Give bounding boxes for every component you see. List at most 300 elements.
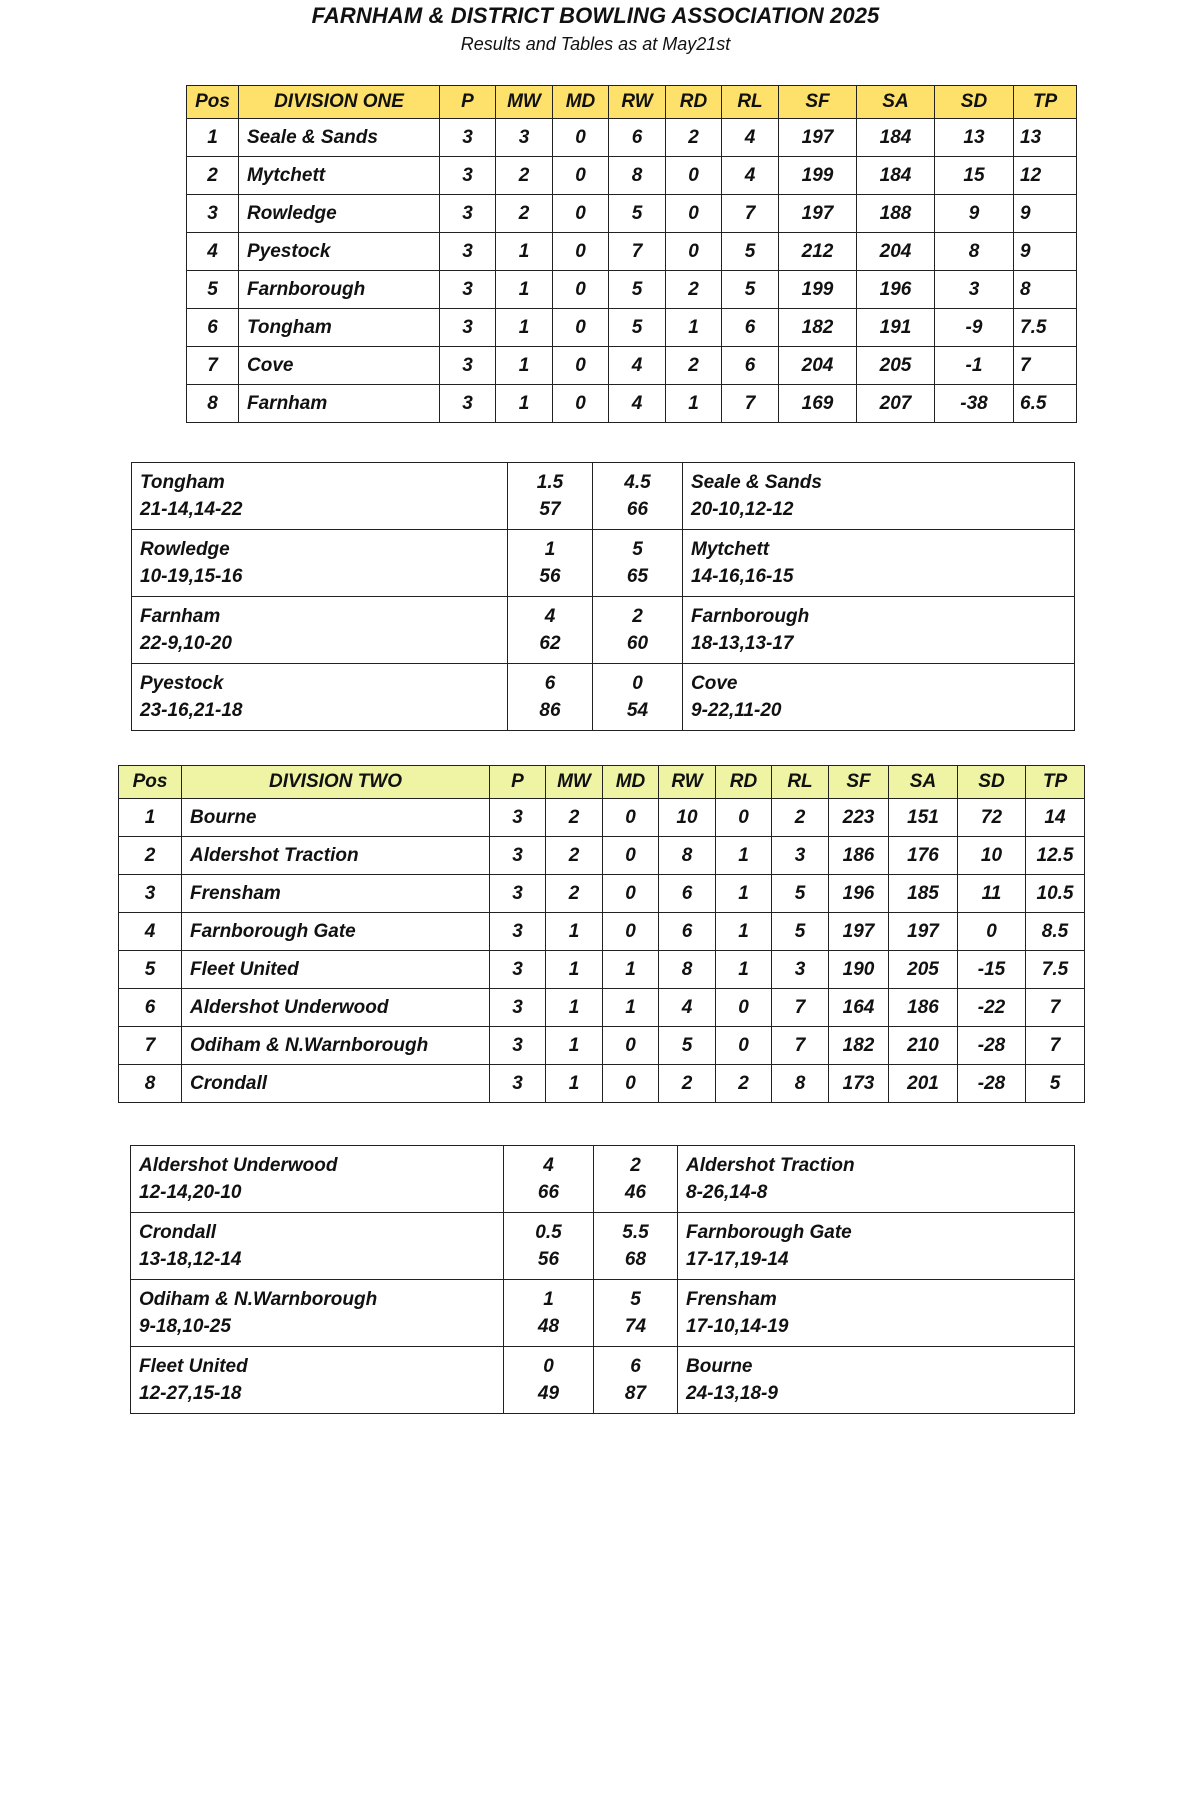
away-shots-text: 65 [626, 566, 649, 587]
away-text: Farnborough Gate [686, 1222, 852, 1243]
table-cell: 201 [889, 1065, 958, 1103]
team-name-cell: Pyestock [239, 233, 440, 271]
table-cell: 2 [666, 119, 722, 157]
away-team-cell [678, 1213, 1075, 1280]
table-cell: 7.5 [1014, 309, 1077, 347]
table-cell: 0 [553, 271, 609, 309]
column-header: TP [1014, 86, 1077, 119]
table-cell: 6 [659, 875, 716, 913]
table-cell: 9 [935, 195, 1014, 233]
table-cell: 184 [857, 157, 935, 195]
table-cell: 188 [857, 195, 935, 233]
table-cell: 1 [546, 1027, 603, 1065]
table-cell: 3 [496, 119, 553, 157]
away-scores-text: 17-17,19-14 [686, 1249, 789, 1270]
table-cell: 7 [722, 385, 779, 423]
table-cell: 3 [440, 347, 496, 385]
table-cell: -28 [958, 1065, 1026, 1103]
away-team-cell [678, 1347, 1075, 1414]
away-points-text: 2 [632, 606, 643, 627]
away-result-cell [593, 597, 683, 664]
table-cell: 8 [187, 385, 239, 423]
table-cell: 3 [935, 271, 1014, 309]
column-header: RD [666, 86, 722, 119]
table-cell: 7.5 [1026, 951, 1085, 989]
column-header: SD [935, 86, 1014, 119]
table-cell: 5 [659, 1027, 716, 1065]
column-header: SD [958, 766, 1026, 799]
table-cell: 3 [440, 385, 496, 423]
away-result-cell [593, 463, 683, 530]
table-cell: 0 [553, 157, 609, 195]
table-row [187, 119, 1077, 157]
table-cell: 8 [119, 1065, 182, 1103]
home-result-cell [504, 1280, 594, 1347]
away-result-cell [594, 1280, 678, 1347]
table-cell: 197 [779, 195, 857, 233]
table-cell: 13 [1014, 119, 1077, 157]
table-cell: 1 [716, 951, 772, 989]
away-result-cell [594, 1213, 678, 1280]
table-cell: 9 [1014, 195, 1077, 233]
table-cell: 3 [490, 1027, 546, 1065]
table-cell: 1 [716, 837, 772, 875]
table-cell: 3 [490, 799, 546, 837]
table-row [187, 271, 1077, 309]
table-cell: 6 [722, 309, 779, 347]
away-team-cell [683, 664, 1075, 731]
away-text: Farnborough [691, 606, 810, 627]
team-name-cell: Bourne [182, 799, 490, 837]
away-scores-text: 14-16,16-15 [691, 566, 794, 587]
table-cell: 8 [772, 1065, 829, 1103]
result-row [132, 530, 1075, 597]
table-cell: 186 [829, 837, 889, 875]
home-text: Tongham [140, 472, 225, 493]
away-scores-text: 17-10,14-19 [686, 1316, 789, 1337]
table-cell: 0 [553, 233, 609, 271]
table-cell: 8 [935, 233, 1014, 271]
home-points-text: 1 [544, 539, 556, 560]
table-cell: 5 [722, 233, 779, 271]
table-row [119, 989, 1085, 1027]
table-cell: 205 [857, 347, 935, 385]
table-cell: 173 [829, 1065, 889, 1103]
table-cell: 12.5 [1026, 837, 1085, 875]
table-cell: 1 [187, 119, 239, 157]
away-text: Bourne [686, 1356, 753, 1377]
table-row [119, 913, 1085, 951]
table-cell: 2 [187, 157, 239, 195]
column-header: RL [722, 86, 779, 119]
away-points-text: 5 [632, 539, 643, 560]
column-header: DIVISION ONE [239, 86, 440, 119]
table-row [187, 385, 1077, 423]
table-cell: 0 [603, 913, 659, 951]
table-cell: 1 [546, 989, 603, 1027]
home-result-cell [504, 1213, 594, 1280]
table-cell: 12 [1014, 157, 1077, 195]
table-cell: 2 [119, 837, 182, 875]
away-points-text: 4.5 [624, 472, 651, 493]
table-cell: 1 [546, 913, 603, 951]
column-header: MW [496, 86, 553, 119]
table-cell: 0 [603, 799, 659, 837]
team-name-cell: Farnborough [239, 271, 440, 309]
table-cell: 6 [659, 913, 716, 951]
table-cell: 191 [857, 309, 935, 347]
table-cell: 6 [119, 989, 182, 1027]
table-cell: 7 [187, 347, 239, 385]
column-header: P [440, 86, 496, 119]
team-name-cell: Seale & Sands [239, 119, 440, 157]
home-shots-text: 56 [539, 566, 561, 587]
away-scores-text: 18-13,13-17 [691, 633, 794, 654]
table-cell: 0 [603, 1027, 659, 1065]
away-shots-text: 66 [626, 499, 649, 520]
division-two-results-body [131, 1146, 1075, 1414]
table-cell: 10.5 [1026, 875, 1085, 913]
column-header: RD [716, 766, 772, 799]
table-cell: 13 [935, 119, 1014, 157]
table-cell: 5 [609, 309, 666, 347]
table-cell: 3 [440, 309, 496, 347]
table-cell: 199 [779, 271, 857, 309]
away-shots-text: 60 [626, 633, 649, 654]
away-scores-text: 8-26,14-8 [686, 1182, 768, 1203]
home-team-cell [132, 664, 508, 731]
table-cell: 0 [603, 837, 659, 875]
table-cell: 2 [546, 799, 603, 837]
table-cell: 212 [779, 233, 857, 271]
table-cell: 5 [772, 913, 829, 951]
table-cell: 1 [496, 309, 553, 347]
table-cell: 197 [829, 913, 889, 951]
team-name-cell: Rowledge [239, 195, 440, 233]
away-points-text: 2 [630, 1155, 641, 1176]
table-cell: 1 [546, 951, 603, 989]
table-cell: 3 [440, 157, 496, 195]
table-cell: 204 [779, 347, 857, 385]
away-result-cell [594, 1347, 678, 1414]
home-shots-text: 57 [539, 499, 561, 520]
column-header: RL [772, 766, 829, 799]
away-shots-text: 74 [624, 1316, 647, 1337]
table-cell: 4 [609, 385, 666, 423]
column-header: SF [779, 86, 857, 119]
home-team-cell [131, 1213, 504, 1280]
table-row [119, 799, 1085, 837]
division-one-body [187, 119, 1077, 423]
page-subtitle: Results and Tables as at May21st [460, 34, 731, 54]
table-row [187, 195, 1077, 233]
table-row [119, 1027, 1085, 1065]
table-cell: 5 [1026, 1065, 1085, 1103]
away-team-cell [678, 1146, 1075, 1213]
table-cell: 3 [490, 1065, 546, 1103]
home-text: Odiham & N.Warnborough [139, 1289, 378, 1310]
table-cell: 10 [659, 799, 716, 837]
home-shots-text: 86 [539, 700, 561, 721]
table-cell: 6.5 [1014, 385, 1077, 423]
home-points-text: 1 [543, 1289, 554, 1310]
result-row [131, 1347, 1075, 1414]
table-cell: 5 [187, 271, 239, 309]
column-header: MD [603, 766, 659, 799]
table-cell: 2 [772, 799, 829, 837]
table-cell: 2 [546, 837, 603, 875]
table-cell: 197 [889, 913, 958, 951]
table-cell: 1 [119, 799, 182, 837]
home-text: Pyestock [140, 673, 224, 694]
away-team-cell [683, 530, 1075, 597]
table-cell: 3 [490, 951, 546, 989]
table-cell: 2 [496, 157, 553, 195]
home-points-text: 4 [543, 1155, 554, 1176]
table-cell: 2 [666, 347, 722, 385]
home-points-text: 0.5 [535, 1222, 562, 1243]
team-name-cell: Odiham & N.Warnborough [182, 1027, 490, 1065]
table-cell: 2 [666, 271, 722, 309]
team-name-cell: Mytchett [239, 157, 440, 195]
table-cell: 7 [772, 989, 829, 1027]
column-header: TP [1026, 766, 1085, 799]
column-header: SA [857, 86, 935, 119]
home-scores-text: 10-19,15-16 [140, 566, 243, 587]
home-result-cell [504, 1347, 594, 1414]
table-row [119, 1065, 1085, 1103]
table-cell: 15 [935, 157, 1014, 195]
table-cell: 7 [119, 1027, 182, 1065]
table-cell: 197 [779, 119, 857, 157]
table-cell: 7 [1014, 347, 1077, 385]
table-cell: 3 [440, 119, 496, 157]
home-result-cell [508, 530, 593, 597]
home-team-cell [131, 1146, 504, 1213]
table-cell: 5 [119, 951, 182, 989]
table-cell: 190 [829, 951, 889, 989]
table-cell: 7 [722, 195, 779, 233]
table-cell: 1 [716, 913, 772, 951]
table-cell: 223 [829, 799, 889, 837]
table-cell: 11 [958, 875, 1026, 913]
result-row [131, 1213, 1075, 1280]
table-cell: -15 [958, 951, 1026, 989]
table-cell: 4 [609, 347, 666, 385]
table-cell: 0 [603, 1065, 659, 1103]
away-shots-text: 68 [624, 1249, 647, 1270]
away-result-cell [594, 1146, 678, 1213]
division-one-table [186, 85, 1077, 423]
home-scores-text: 12-14,20-10 [139, 1182, 242, 1203]
table-cell: 0 [553, 195, 609, 233]
team-name-cell: Aldershot Underwood [182, 989, 490, 1027]
table-cell: 4 [722, 157, 779, 195]
away-shots-text: 87 [624, 1383, 647, 1404]
table-cell: 8 [659, 951, 716, 989]
table-cell: 7 [1026, 989, 1085, 1027]
table-cell: 6 [187, 309, 239, 347]
table-cell: 0 [716, 799, 772, 837]
table-cell: 1 [716, 875, 772, 913]
table-cell: 184 [857, 119, 935, 157]
table-cell: 151 [889, 799, 958, 837]
home-scores-text: 22-9,10-20 [140, 633, 232, 654]
table-cell: -38 [935, 385, 1014, 423]
result-row [131, 1280, 1075, 1347]
column-header: MW [546, 766, 603, 799]
column-header: P [490, 766, 546, 799]
table-cell: 4 [722, 119, 779, 157]
table-cell: 7 [609, 233, 666, 271]
table-cell: 10 [958, 837, 1026, 875]
table-row [187, 347, 1077, 385]
division-one-results [131, 462, 1075, 731]
table-row [187, 157, 1077, 195]
home-text: Farnham [140, 606, 221, 627]
table-row [119, 951, 1085, 989]
table-cell: 1 [546, 1065, 603, 1103]
table-cell: 0 [603, 875, 659, 913]
team-name-cell: Fleet United [182, 951, 490, 989]
table-row [119, 837, 1085, 875]
table-cell: 169 [779, 385, 857, 423]
table-cell: 3 [772, 951, 829, 989]
table-cell: 1 [666, 385, 722, 423]
table-cell: 3 [440, 271, 496, 309]
home-text: Crondall [139, 1222, 217, 1243]
table-cell: 2 [659, 1065, 716, 1103]
table-cell: 4 [187, 233, 239, 271]
division-two-results [130, 1145, 1075, 1414]
team-name-cell: Aldershot Traction [182, 837, 490, 875]
table-cell: 176 [889, 837, 958, 875]
home-shots-text: 56 [537, 1249, 560, 1270]
column-header: MD [553, 86, 609, 119]
table-cell: 207 [857, 385, 935, 423]
table-cell: 4 [659, 989, 716, 1027]
table-cell: 0 [553, 119, 609, 157]
away-points-text: 6 [630, 1356, 641, 1377]
home-team-cell [131, 1347, 504, 1414]
away-scores-text: 9-22,11-20 [691, 700, 782, 721]
team-name-cell: Farnborough Gate [182, 913, 490, 951]
table-cell: 9 [1014, 233, 1077, 271]
table-cell: 210 [889, 1027, 958, 1065]
table-cell: 0 [666, 233, 722, 271]
table-cell: 1 [496, 271, 553, 309]
home-points-text: 6 [544, 673, 556, 694]
table-cell: -28 [958, 1027, 1026, 1065]
away-result-cell [593, 664, 683, 731]
table-cell: 185 [889, 875, 958, 913]
table-cell: 2 [496, 195, 553, 233]
table-cell: 5 [722, 271, 779, 309]
table-cell: -9 [935, 309, 1014, 347]
team-name-cell: Cove [239, 347, 440, 385]
column-header: Pos [187, 86, 239, 119]
table-header-row [119, 766, 1085, 799]
table-cell: 196 [829, 875, 889, 913]
home-scores-text: 12-27,15-18 [139, 1383, 242, 1404]
result-row [132, 597, 1075, 664]
home-points-text: 4 [544, 606, 556, 627]
table-cell: 7 [772, 1027, 829, 1065]
page-title: FARNHAM & DISTRICT BOWLING ASSOCIATION 2025 [311, 3, 880, 28]
home-result-cell [508, 664, 593, 731]
home-scores-text: 13-18,12-14 [139, 1249, 242, 1270]
home-team-cell [132, 597, 508, 664]
table-cell: 2 [546, 875, 603, 913]
table-cell: -1 [935, 347, 1014, 385]
division-two-body [119, 799, 1085, 1103]
home-points-text: 0 [543, 1356, 554, 1377]
table-cell: 0 [716, 1027, 772, 1065]
column-header: RW [659, 766, 716, 799]
away-team-cell [683, 597, 1075, 664]
table-cell: 182 [779, 309, 857, 347]
table-cell: 2 [716, 1065, 772, 1103]
team-name-cell: Crondall [182, 1065, 490, 1103]
table-cell: 8 [659, 837, 716, 875]
home-scores-text: 23-16,21-18 [140, 700, 243, 721]
table-cell: 0 [716, 989, 772, 1027]
column-header: Pos [119, 766, 182, 799]
home-shots-text: 48 [537, 1316, 560, 1337]
home-shots-text: 66 [537, 1182, 560, 1203]
table-cell: 3 [490, 989, 546, 1027]
home-team-cell [131, 1280, 504, 1347]
team-name-cell: Frensham [182, 875, 490, 913]
table-cell: 0 [958, 913, 1026, 951]
table-cell: 3 [772, 837, 829, 875]
table-cell: 1 [603, 951, 659, 989]
table-cell: 1 [496, 233, 553, 271]
table-cell: 164 [829, 989, 889, 1027]
table-cell: 186 [889, 989, 958, 1027]
home-points-text: 1.5 [536, 472, 564, 493]
table-header-row [187, 86, 1077, 119]
away-shots-text: 46 [624, 1182, 647, 1203]
home-shots-text: 62 [539, 633, 561, 654]
table-cell: 205 [889, 951, 958, 989]
table-cell: 5 [609, 195, 666, 233]
home-scores-text: 21-14,14-22 [140, 499, 243, 520]
table-cell: 0 [553, 309, 609, 347]
table-cell: 1 [496, 385, 553, 423]
away-text: Aldershot Traction [686, 1155, 855, 1176]
result-row [132, 664, 1075, 731]
team-name-cell: Tongham [239, 309, 440, 347]
away-scores-text: 20-10,12-12 [691, 499, 794, 520]
away-team-cell [683, 463, 1075, 530]
table-cell: 3 [119, 875, 182, 913]
table-cell: 3 [187, 195, 239, 233]
away-result-cell [593, 530, 683, 597]
table-cell: 3 [440, 233, 496, 271]
column-header: DIVISION TWO [182, 766, 490, 799]
division-one-results-body [132, 463, 1075, 731]
table-row [119, 875, 1085, 913]
table-cell: 1 [603, 989, 659, 1027]
table-cell: 182 [829, 1027, 889, 1065]
away-points-text: 0 [632, 673, 643, 694]
away-points-text: 5.5 [622, 1222, 649, 1243]
table-cell: 5 [609, 271, 666, 309]
home-team-cell [132, 463, 508, 530]
table-cell: 8 [609, 157, 666, 195]
away-shots-text: 54 [626, 700, 649, 721]
